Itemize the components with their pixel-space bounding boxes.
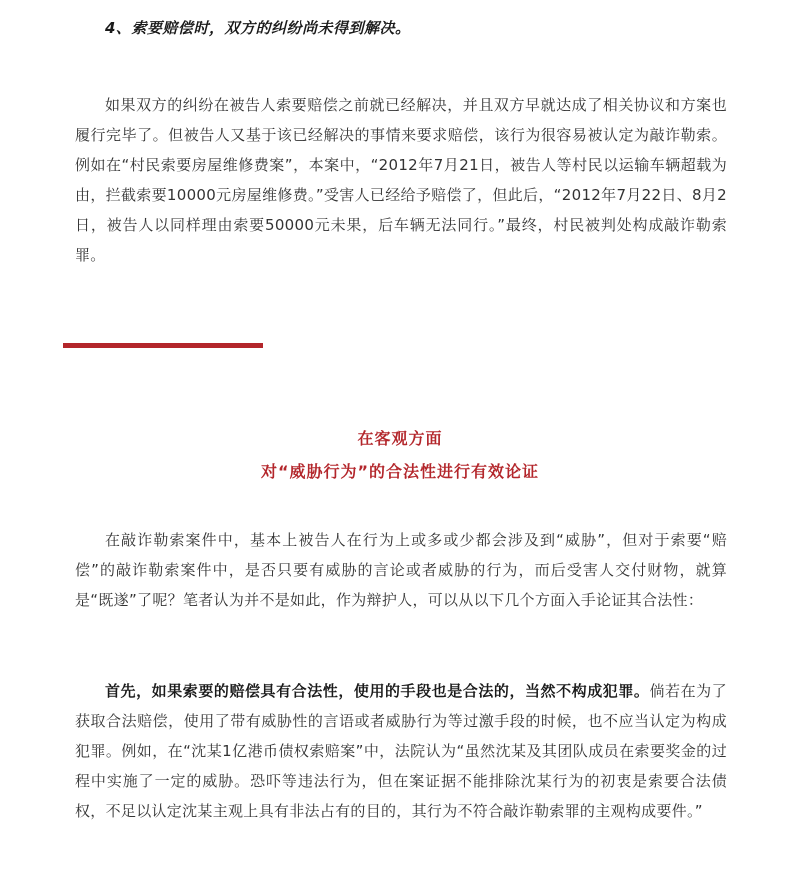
section-title-line2: 对“威胁行为”的合法性进行有效论证 bbox=[260, 462, 540, 481]
paragraph-case-village: 如果双方的纠纷在被告人索要赔偿之前就已经解决，并且双方早就达成了相关协议和方案也履行完毕了。但被告人又基于该已经解决的事情来要求赔偿，该行为很容易被认定为敲诈勒索。例如在“村民索要房屋维修费案”，本案中，“2012年7月21日，被告人等村民以运输车辆超载为由，拦截索要10000元房屋维修费。”受害人已经给予赔偿了，但此后，“2012年7月22日、8月2日，被告人以同样理由索要50000元未果，后车辆无法同行。”最终，村民被判处构成敲诈勒索罪。 bbox=[75, 96, 727, 264]
paragraph-body: 倘若在为了获取合法赔偿，使用了带有威胁性的言语或者威胁行为等过激手段的时候，也不应当认定为构成犯罪。例如，在“沈某1亿港币债权索赔案”中，法院认为“虽然沈某及其团队成员在索要奖金的过程中实施了一定的威胁。恐吓等违法行为，但在案证据不能排除沈某行为的初衷是索要合法债权，不足以认定沈某主观上具有非法占有的目的，其行为不符合敲诈勒索罪的主观构成要件。” bbox=[75, 682, 727, 820]
section-divider bbox=[63, 343, 263, 348]
paragraph-lead-bold: 首先，如果索要的赔偿具有合法性，使用的手段也是合法的，当然不构成犯罪。 bbox=[105, 682, 650, 700]
paragraph-threat-intro: 在敲诈勒索案件中，基本上被告人在行为上或多或少都会涉及到“威胁”，但对于索要“赔偿”的敲诈勒索案件中，是否只要有威胁的言论或者威胁的行为，而后受害人交付财物，就算是“既遂”了呢？笔者认为并不是如此，作为辩护人，可以从以下几个方面入手论证其合法性： bbox=[75, 531, 727, 609]
subheading: 4、索要赔偿时，双方的纠纷尚未得到解决。 bbox=[105, 19, 411, 37]
section-title-line1: 在客观方面 bbox=[357, 429, 443, 448]
paragraph-first-point bbox=[75, 676, 727, 826]
